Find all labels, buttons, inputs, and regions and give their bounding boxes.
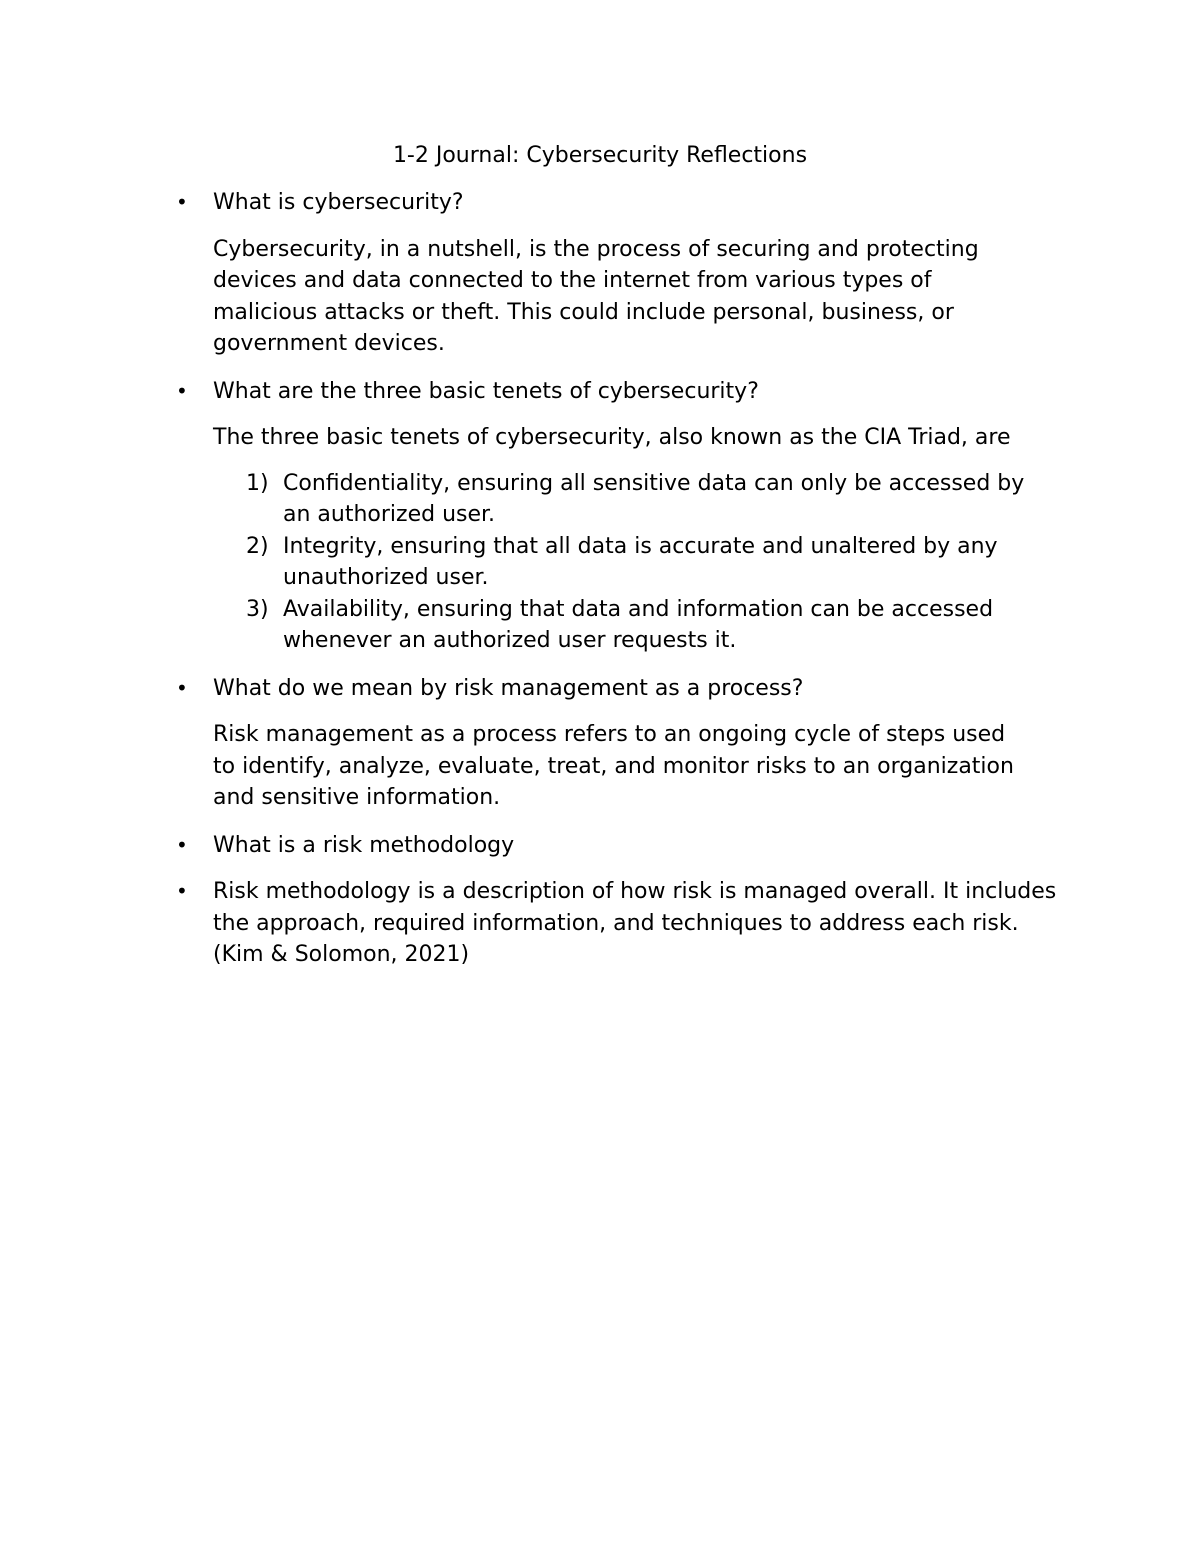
list-number: 1) [246,470,269,496]
list-number: 2) [246,533,269,559]
answer-risk-management: Risk management as a process refers to an ongoing cycle of steps used to identify, analyze, evaluate, treat, and monitor risks to an organization and sensitive information. [213,722,1014,810]
tenet-availability [248,594,1048,657]
question-risk-methodology [170,830,1070,862]
answer-what-is-cybersecurity: Cybersecurity, in a nutshell, is the process of securing and protecting devices and data connected to the internet from various types of malicious attacks or theft. This could include personal, business, or government devices. [213,236,979,356]
answer-risk-methodology [170,876,1073,971]
question-text: What are the three basic tenets of cybersecurity? [213,378,759,404]
bullet-icon: • [176,832,188,857]
tenet-confidentiality [248,468,1048,531]
question-text: What do we mean by risk management as a process? [213,675,804,701]
tenet-text: Integrity, ensuring that all data is accurate and unaltered by any unauthorized user. [283,533,998,590]
tenets-list [248,468,1048,657]
question-three-tenets [170,376,1070,408]
question-risk-management [170,673,1070,705]
document-title: 1-2 Journal: Cybersecurity Reflections [392,143,808,168]
bullet-icon: • [176,675,188,700]
list-number: 3) [246,596,269,622]
tenet-integrity [248,531,1048,594]
tenet-text: Confidentiality, ensuring all sensitive data can only be accessed by an authorized user. [283,470,1025,527]
answer-three-tenets: The three basic tenets of cybersecurity, also known as the CIA Triad, are [213,425,1011,450]
document-body [170,187,1070,986]
bullet-icon: • [176,879,188,903]
question-text: What is a risk methodology [213,832,515,858]
question-what-is-cybersecurity [170,187,1070,219]
question-text: Risk methodology is a description of how risk is managed overall. It includes the approach, required information, and techniques to address each risk. (Kim & Solomon, 2021) [213,879,1057,967]
bullet-icon: • [176,378,188,403]
question-text: What is cybersecurity? [213,190,464,215]
tenet-text: Availability, ensuring that data and information can be accessed whenever an authorized user requests it. [283,596,994,653]
bullet-icon: • [176,190,188,214]
